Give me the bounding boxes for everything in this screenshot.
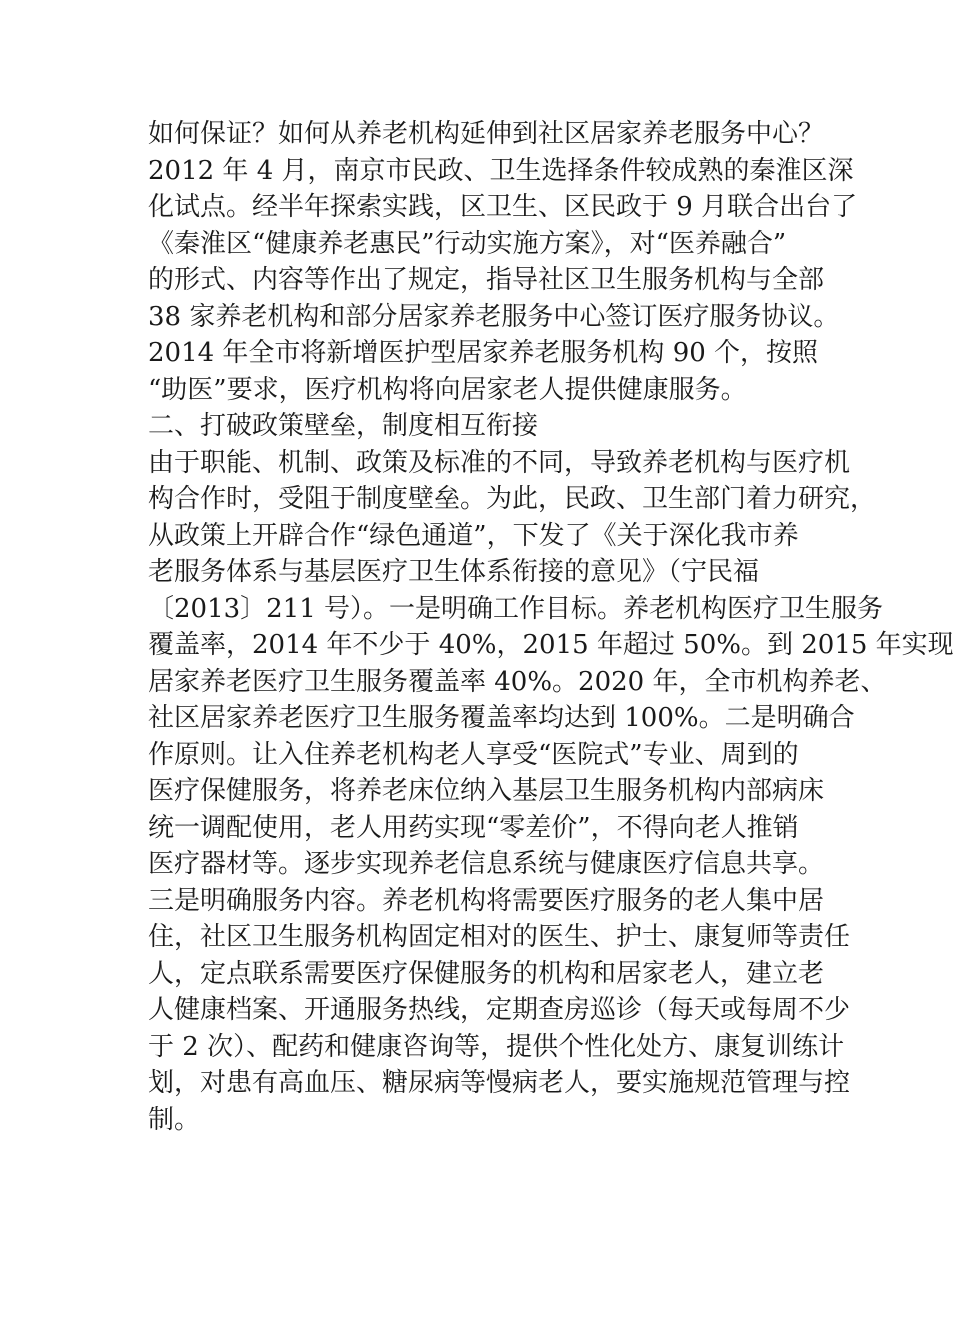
text-line: 38 家养老机构和部分居家养老服务中心签订医疗服务协议。 — [148, 301, 840, 332]
text-line: 从政策上开辟合作“绿色通道”，下发了《关于深化我市养 — [148, 520, 799, 551]
text-line: 居家养老医疗卫生服务覆盖率 40%。2020 年，全市机构养老、 — [148, 666, 887, 697]
document-body — [148, 116, 954, 1138]
text-line: 制。 — [148, 1104, 201, 1135]
text-line: 如何保证？如何从养老机构延伸到社区居家养老服务中心？ — [148, 119, 825, 149]
text-line: 医疗器材等。逐步实现养老信息系统与健康医疗信息共享。 — [148, 849, 825, 879]
text-line: 构合作时，受阻于制度壁垒。为此，民政、卫生部门着力研究， — [148, 484, 877, 514]
text-line: 《秦淮区“健康养老惠民”行动实施方案》，对“医养融合” — [148, 228, 787, 259]
text-line: 化试点。经半年探索实践，区卫生、区民政于 9 月联合出台了 — [148, 192, 858, 222]
text-line: 人，定点联系需要医疗保健服务的机构和居家老人，建立老 — [148, 958, 825, 989]
text-line: 的形式、内容等作出了规定，指导社区卫生服务机构与全部 — [148, 265, 825, 295]
text-line: 于 2 次）、配药和健康咨询等，提供个性化处方、康复训练计 — [148, 1031, 845, 1062]
text-line: 人健康档案、开通服务热线，定期查房巡诊（每天或每周不少 — [148, 995, 851, 1025]
text-line: 覆盖率，2014 年不少于 40%，2015 年超过 50%。到 2015 年实现 — [148, 630, 954, 660]
text-line: 统一调配使用，老人用药实现“零差价”，不得向老人推销 — [148, 812, 799, 843]
text-line: 由于职能、机制、政策及标准的不同，导致养老机构与医疗机 — [148, 447, 851, 478]
text-line: 〔2013〕211 号）。一是明确工作目标。养老机构医疗卫生服务 — [148, 593, 884, 624]
text-line: 三是明确服务内容。养老机构将需要医疗服务的老人集中居 — [148, 885, 825, 916]
text-line: 医疗保健服务，将养老床位纳入基层卫生服务机构内部病床 — [148, 776, 825, 806]
text-line: 2014 年全市将新增医护型居家养老服务机构 90 个，按照 — [148, 338, 819, 368]
text-line: 老服务体系与基层医疗卫生体系衔接的意见》（宁民福 — [148, 557, 760, 587]
text-line: 社区居家养老医疗卫生服务覆盖率均达到 100%。二是明确合 — [148, 703, 855, 733]
text-line: 住，社区卫生服务机构固定相对的医生、护士、康复师等责任 — [148, 922, 851, 952]
text-line: 划，对患有高血压、糖尿病等慢病老人，要实施规范管理与控 — [148, 1068, 851, 1098]
text-line: 作原则。让入住养老机构老人享受“医院式”专业、周到的 — [148, 739, 799, 770]
text-line: 2012 年 4 月，南京市民政、卫生选择条件较成熟的秦淮区深 — [148, 155, 854, 186]
section-heading: 二、打破政策壁垒，制度相互衔接 — [148, 411, 539, 441]
text-line: “助医”要求，医疗机构将向居家老人提供健康服务。 — [148, 374, 747, 405]
